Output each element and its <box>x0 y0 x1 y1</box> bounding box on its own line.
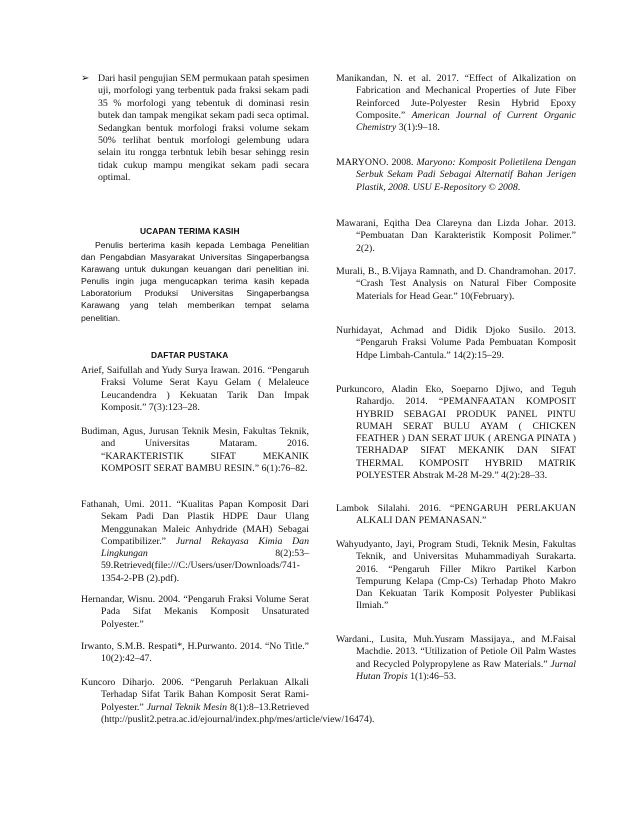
reference-text: Manikandan, N. et al. 2017. “Effect of Alkalization on Fabrication and Mechanical Properties of Jute Fiber Reinforced Jute-Polyester Resin Hybrid Epoxy Composite.” <box>336 73 576 121</box>
reference-journal: Jurnal Hutan Tropis <box>356 658 576 682</box>
reference-text: Wardani., Lusita, Muh.Yusram Massijaya., and M.Faisal Machdie. 2013. “Utilization of Petiole Oil Palm Wastes and Recycled Polypropylene as Raw Materials.” <box>336 634 576 670</box>
reference-text: Hernandar, Wisnu. 2004. “Pengaruh Fraksi Volume Serat Pada Sifat Mekanis Komposit Unsaturated Polyester.” <box>81 594 309 630</box>
reference-tail: 3(1):9–18. <box>396 122 440 134</box>
reference-entry <box>81 499 309 585</box>
reference-text: Nurhidayat, Achmad and Didik Djoko Susilo. 2013. “Pengaruh Fraksi Volume Pada Pembuatan Komposit Hdpe Limbah-Cantula.” 14(2):15–29. <box>336 325 576 361</box>
acknowledgement-heading: UCAPAN TERIMA KASIH <box>140 226 240 236</box>
reference-text: Murali, B., B.Vijaya Ramnath, and D. Chandramohan. 2017. “Crash Test Analysis on Natural Fiber Composite Materials for Head Gear.” 10(February). <box>336 266 576 302</box>
reference-entry <box>336 539 576 613</box>
reference-tail: 8(1):8–13.Retrieved (http://puslit2.petra.ac.id/ejournal/index.php/mes/article/view/16474). <box>101 701 375 725</box>
reference-journal: American Journal of Current Organic Chemistry <box>356 109 576 134</box>
references-heading: DAFTAR PUSTAKA <box>151 350 229 360</box>
reference-entry <box>81 365 309 414</box>
reference-text: Fathanah, Umi. 2011. “Kualitas Papan Komposit Dari Sekam Padi Dan Plastik HDPE Daur Ulang Menggunakan Maleic Anhydride (MAH) Sebagai Compatibilizer.” <box>81 499 309 547</box>
acknowledgement-paragraph <box>81 239 309 324</box>
reference-text: Budiman, Agus, Jurusan Teknik Mesin, Fakultas Teknik, and Universitas Mataram. 2016. “KARAKTERISTIK SIFAT MEKANIK KOMPOSIT SERAT BAMBU RESIN.” 6(1):76–82. <box>81 426 309 474</box>
reference-text: Arief, Saifullah and Yudy Surya Irawan. 2016. “Pengaruh Fraksi Volume Serat Kayu Gelam ( Melaleuce Leucandendra ) Kekuatan Tarik Dan Impak Komposit.” 7(3):123–28. <box>81 365 309 413</box>
reference-entry <box>336 218 576 255</box>
reference-entry <box>336 73 576 134</box>
acknowledgement-text: Penulis berterima kasih kepada Lembaga Penelitian dan Pengabdian Masyarakat Universitas Singaperbangsa Karawang untuk dukungan keuangan dari penelitian ini. Penulis ingin juga mengucapkan terima kasih kepada Laboratorium Produksi Universitas Singaperbangsa Karawang yang telah memberikan tempat selama penelitian. <box>81 240 309 323</box>
reference-tail: . <box>517 181 521 193</box>
arrow-bullet-icon: ➢ <box>81 73 90 84</box>
reference-journal: Maryono: Komposit Polietilena Dengan Serbuk Sekam Padi Sebagai Alternatif Bahan Jerigen Plastik, 2008. USU E-Repository © 2008 <box>356 157 576 193</box>
reference-text: Lambok Silalahi. 2016. “PENGARUH PERLAKUAN ALKALI DAN PEMANASAN.” <box>336 503 576 527</box>
reference-text: Irwanto, S.M.B. Respati*, H.Purwanto. 2014. “No Title.” 10(2):42–47. <box>81 641 309 665</box>
reference-entry <box>336 157 576 194</box>
reference-entry <box>81 426 309 475</box>
reference-journal: Jurnal Rekayasa Kimia Dan Lingkungan <box>101 535 309 560</box>
reference-entry <box>336 325 576 362</box>
reference-entry <box>336 634 576 683</box>
conclusion-text: Dari hasil pengujian SEM permukaan patah spesimen uji, morfologi yang terbentuk pada fraksi sekam padi 35 % morfologi yang tebentuk di dominasi resin butek dan tampak mengikat sekam padi seca optimal. Sedangkan bentuk morfologi fraksi volume sekam 50% terlihat bentuk morfologi gelembung udara selain itu rongga terbntuk lebih besar sehingg resin tidak cukup mampu mengikat sekam padi secara optimal. <box>98 73 309 184</box>
reference-entry <box>81 594 309 631</box>
reference-entry <box>81 677 375 726</box>
reference-text: Mawarani, Eqitha Dea Clareyna dan Lizda Johar. 2013. “Pembuatan Dan Karakteristik Komposit Polimer.” 2(2). <box>336 218 576 254</box>
reference-tail: 1(1):46–53. <box>407 670 457 682</box>
reference-tail: 8(2):53–59.Retrieved(file:///C:/Users/user/Downloads/741-1354-2-PB (2).pdf). <box>101 548 309 584</box>
reference-text: Wahyudyanto, Jayi, Program Studi, Teknik Mesin, Fakultas Teknik, and Universitas Muhammadiyah Surakarta. 2016. “Pengaruh Filler Mikro Partikel Karbon Tempurung Kelapa (Cmp-Cs) Terhadap Photo Makro Dan Kekuatan Tarik Komposit Polyester Publikasi Ilmiah.” <box>336 539 576 612</box>
reference-text: Kuncoro Diharjo. 2006. “Pengaruh Perlakuan Alkali Terhadap Sifat Tarik Bahan Komposit Serat Rami-Polyester.” <box>81 677 309 713</box>
conclusion-bullet <box>81 73 309 185</box>
reference-text: MARYONO. 2008. <box>336 157 417 168</box>
reference-entry <box>336 384 576 482</box>
reference-entry <box>336 266 576 303</box>
reference-journal: Jurnal Teknik Mesin <box>146 701 227 713</box>
reference-entry <box>81 641 309 666</box>
reference-text: Purkuncoro, Aladin Eko, Soeparno Djiwo, and Teguh Rahardjo. 2014. “PEMANFAATAN KOMPOSIT HYBRID SEBAGAI PRODUK PANEL PINTU RUMAH SERAT BULU AYAM ( CHICKEN FEATHER ) DAN SERAT IJUK ( ARENGA PINATA ) TERHADAP SIFAT MEKANIK DAN SIFAT THERMAL KOMPOSIT HYBRID MATRIK POLYESTER Abstrak M-28 M-29.” 4(2):28–33. <box>336 384 576 482</box>
reference-entry <box>336 503 576 528</box>
